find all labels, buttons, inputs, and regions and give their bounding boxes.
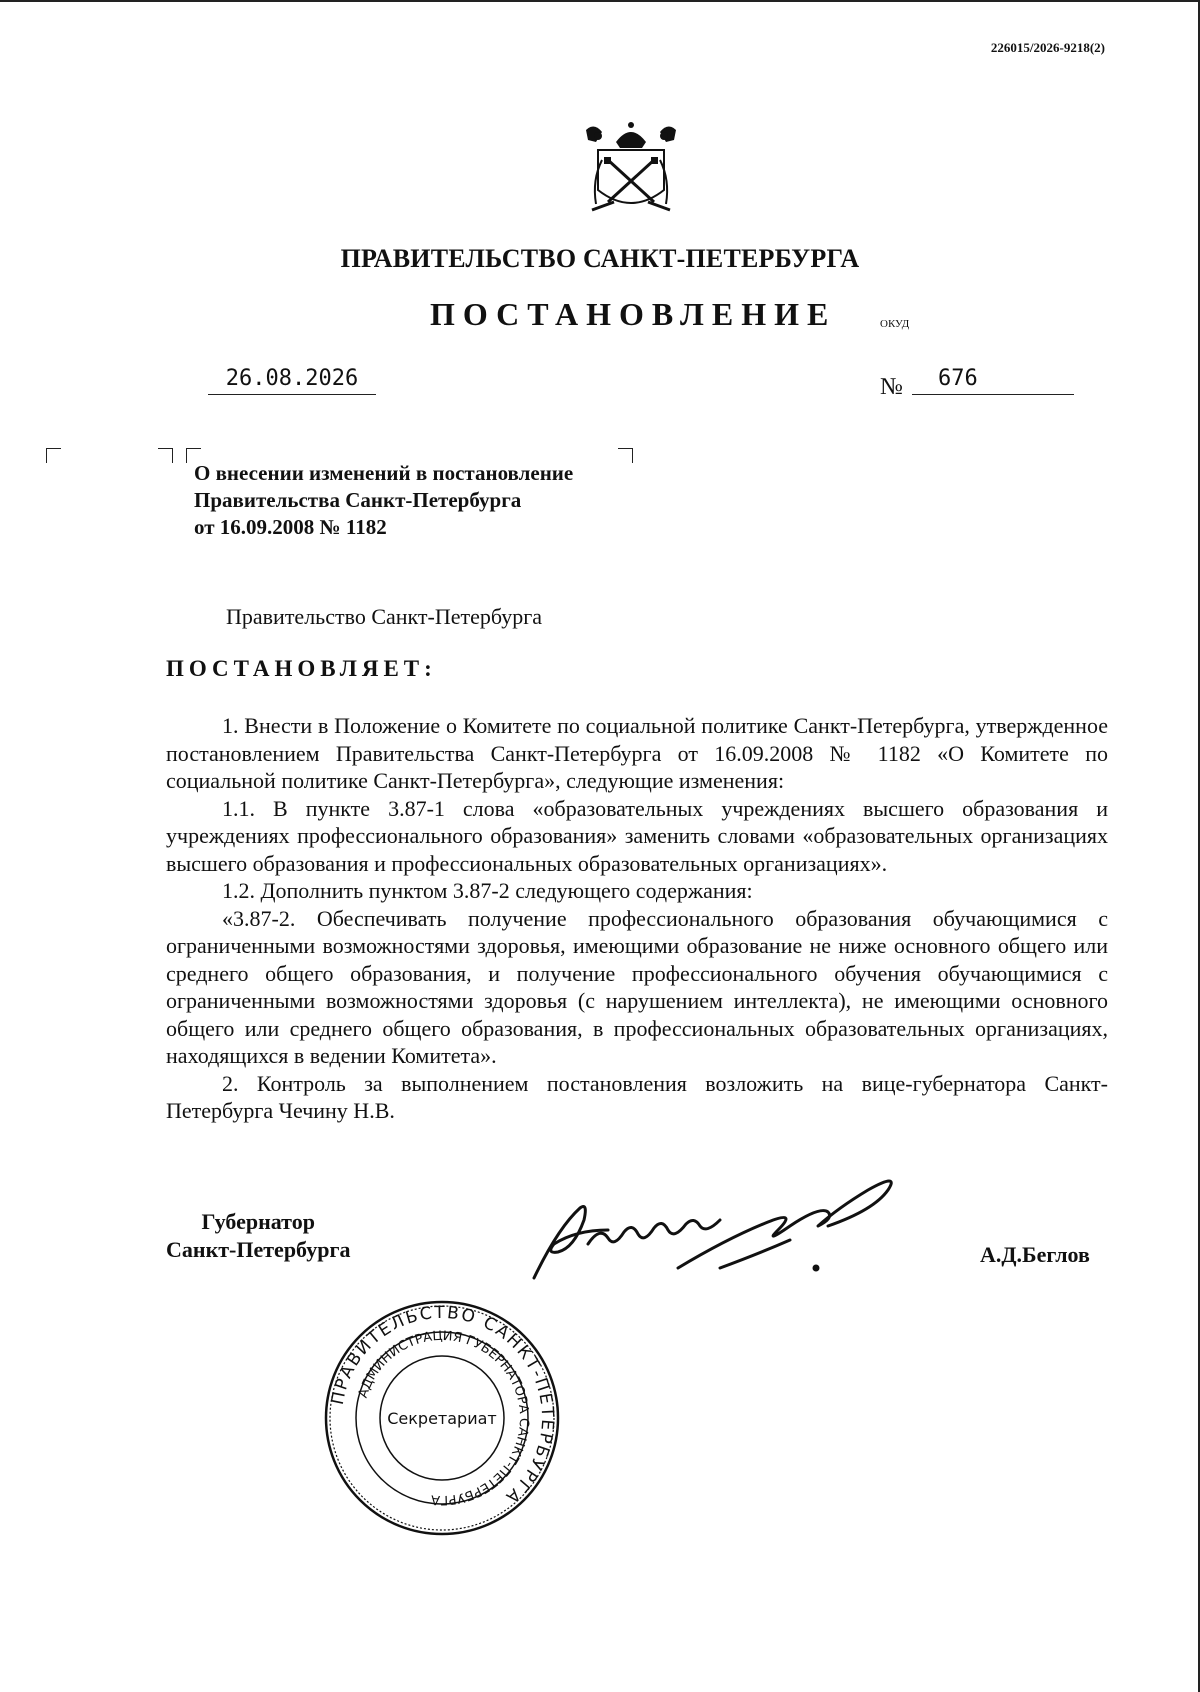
paragraph: 1.1. В пункте 3.87-1 слова «образовательных учреждениях высшего образования и учреждениях профессионального образования» заменить словами «образовательных организациях высшего образования и профессиональных образовательных организациях». xyxy=(166,795,1108,876)
seal-inner-text: АДМИНИСТРАЦИЯ ГУБЕРНАТОРА САНКТ-ПЕТЕРБУРГА xyxy=(355,1328,532,1508)
decree-date: 26.08.2026 xyxy=(208,366,376,395)
signer-title xyxy=(166,1208,350,1264)
official-seal-stamp xyxy=(324,1300,560,1536)
document-code: 226015/2026-9218(2) xyxy=(990,40,1105,55)
signer-name: А.Д.Беглов xyxy=(980,1242,1090,1267)
handwritten-signature xyxy=(528,1168,908,1284)
paragraph: 2. Контроль за выполнением постановления возложить на вице-губернатора Санкт-Петербурга Чечину Н.В. xyxy=(166,1070,1108,1123)
subject-line: О внесении изменений в постановление xyxy=(194,461,574,485)
subject-line: от 16.09.2008 № 1182 xyxy=(194,515,387,539)
field-corner-mark xyxy=(158,448,173,463)
seal-outer-text: ПРАВИТЕЛЬСТВО САНКТ-ПЕТЕРБУРГА xyxy=(327,1302,558,1509)
scan-edge-top xyxy=(0,0,1200,2)
coat-of-arms-icon xyxy=(578,120,684,220)
seal-center-text: Секретариат xyxy=(387,1409,497,1428)
field-corner-mark xyxy=(618,448,633,463)
signer-title-line: Санкт-Петербурга xyxy=(166,1237,351,1262)
decree-number: 676 xyxy=(912,366,1074,395)
decree-body xyxy=(166,712,1108,1125)
resolves-heading: ПОСТАНОВЛЯЕТ: xyxy=(166,656,437,681)
signer-title-line: Губернатор xyxy=(201,1209,315,1234)
decree-title: ПОСТАНОВЛЕНИЕ xyxy=(430,296,837,332)
okud-label: ОКУД xyxy=(880,318,910,330)
paragraph: 1.2. Дополнить пунктом 3.87-2 следующего содержания: xyxy=(222,878,753,903)
field-corner-mark xyxy=(46,448,61,463)
paragraph: 1. Внести в Положение о Комитете по социальной политике Санкт-Петербурга, утвержденное постановлением Правительства Санкт-Петербурга от 16.09.2008 № 1182 «О Комитете по социальной политике Санкт-Петербурга», следующие изменения: xyxy=(166,713,1108,793)
paragraph: «3.87-2. Обеспечивать получение профессионального образования обучающимися с ограниченными возможностями здоровья, имеющими образование не ниже основного общего или среднего общего образования, и получение профессионального обучения обучающимися с ограниченными возможностями здоровья (с нарушением интеллекта), не имеющими основного общего или среднего общего образования, в профессиональных образовательных организациях, находящихся в ведении Комитета». xyxy=(166,905,1108,1068)
subject-line: Правительства Санкт-Петербурга xyxy=(194,488,522,512)
government-title: ПРАВИТЕЛЬСТВО САНКТ-ПЕТЕРБУРГА xyxy=(340,244,860,273)
decree-subject xyxy=(194,460,573,541)
number-label: № xyxy=(880,374,903,400)
preamble: Правительство Санкт-Петербурга xyxy=(226,604,543,629)
